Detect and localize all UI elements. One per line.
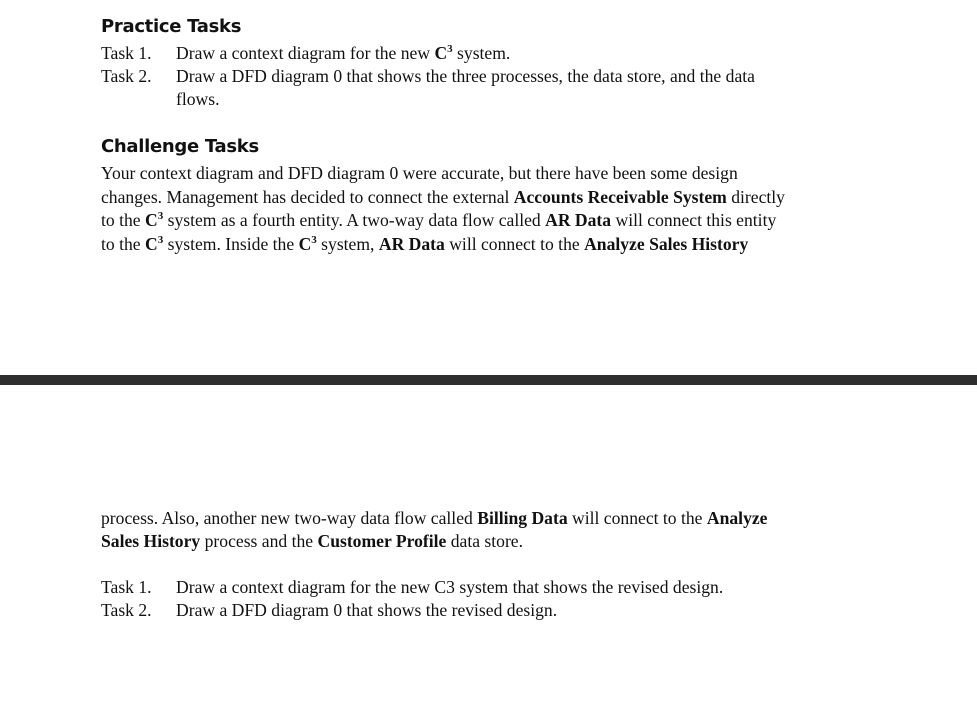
- practice-task-1-text: [176, 43, 510, 64]
- challenge-task-1-label: Task 1.: [101, 577, 152, 597]
- system-name: C: [434, 43, 448, 63]
- text-segment: process. Also, another new two-way data flow called: [101, 508, 478, 528]
- billing-data-term: Billing Data: [477, 508, 568, 528]
- practice-task-2-line2: flows.: [176, 89, 220, 109]
- text-segment: directly: [726, 187, 785, 207]
- superscript: 3: [157, 210, 164, 222]
- text-segment: process and the: [200, 531, 318, 551]
- page-bottom: [0, 385, 977, 705]
- system-name: C: [144, 234, 158, 254]
- system-name: C: [144, 210, 158, 230]
- accounts-receivable-term: Accounts Receivable System: [513, 187, 727, 207]
- text-segment: to the: [101, 234, 145, 254]
- practice-task-2-line1: Draw a DFD diagram 0 that shows the three processes, the data store, and the data: [176, 66, 755, 86]
- practice-task-1-label: Task 1.: [101, 43, 152, 63]
- text-segment: system as a fourth entity. A two-way data flow called: [163, 210, 546, 230]
- practice-task-2-label: Task 2.: [101, 66, 152, 86]
- practice-tasks-heading: Practice Tasks: [101, 16, 242, 37]
- text-segment: system. Inside the: [163, 234, 299, 254]
- task-text-segment: Draw a context diagram for the new: [176, 43, 435, 63]
- superscript: 3: [447, 43, 453, 55]
- challenge-task-2-text: Draw a DFD diagram 0 that shows the revised design.: [176, 600, 558, 620]
- text-segment: system,: [316, 234, 379, 254]
- text-segment: will connect to the: [444, 234, 585, 254]
- analyze-sales-history-term: Analyze Sales History: [584, 234, 749, 254]
- challenge-paragraph-line-5: [101, 508, 767, 529]
- challenge-task-2-label: Task 2.: [101, 600, 152, 620]
- page-divider: [0, 375, 977, 385]
- text-segment: will connect to the: [567, 508, 707, 528]
- superscript: 3: [311, 234, 317, 246]
- ar-data-term: AR Data: [378, 234, 445, 254]
- analyze-term: Analyze: [706, 508, 768, 528]
- sales-history-term: Sales History: [101, 531, 201, 551]
- text-segment: data store.: [446, 531, 524, 551]
- challenge-tasks-heading: Challenge Tasks: [101, 136, 259, 157]
- text-segment: changes. Management has decided to connect the external: [101, 187, 514, 207]
- task-text-segment: system.: [452, 43, 511, 63]
- challenge-paragraph-line-6: [101, 531, 523, 552]
- text-segment: will connect this entity: [611, 210, 777, 230]
- challenge-paragraph-line-1: Your context diagram and DFD diagram 0 were accurate, but there have been some design: [101, 163, 738, 183]
- challenge-paragraph-line-2: [101, 187, 785, 208]
- challenge-paragraph-line-3: [101, 210, 776, 231]
- text-segment: to the: [101, 210, 145, 230]
- customer-profile-term: Customer Profile: [317, 531, 447, 551]
- challenge-task-1-text: Draw a context diagram for the new C3 system that shows the revised design.: [176, 577, 724, 597]
- superscript: 3: [157, 234, 164, 246]
- system-name: C: [298, 234, 312, 254]
- ar-data-term: AR Data: [545, 210, 612, 230]
- challenge-paragraph-line-4: [101, 234, 748, 255]
